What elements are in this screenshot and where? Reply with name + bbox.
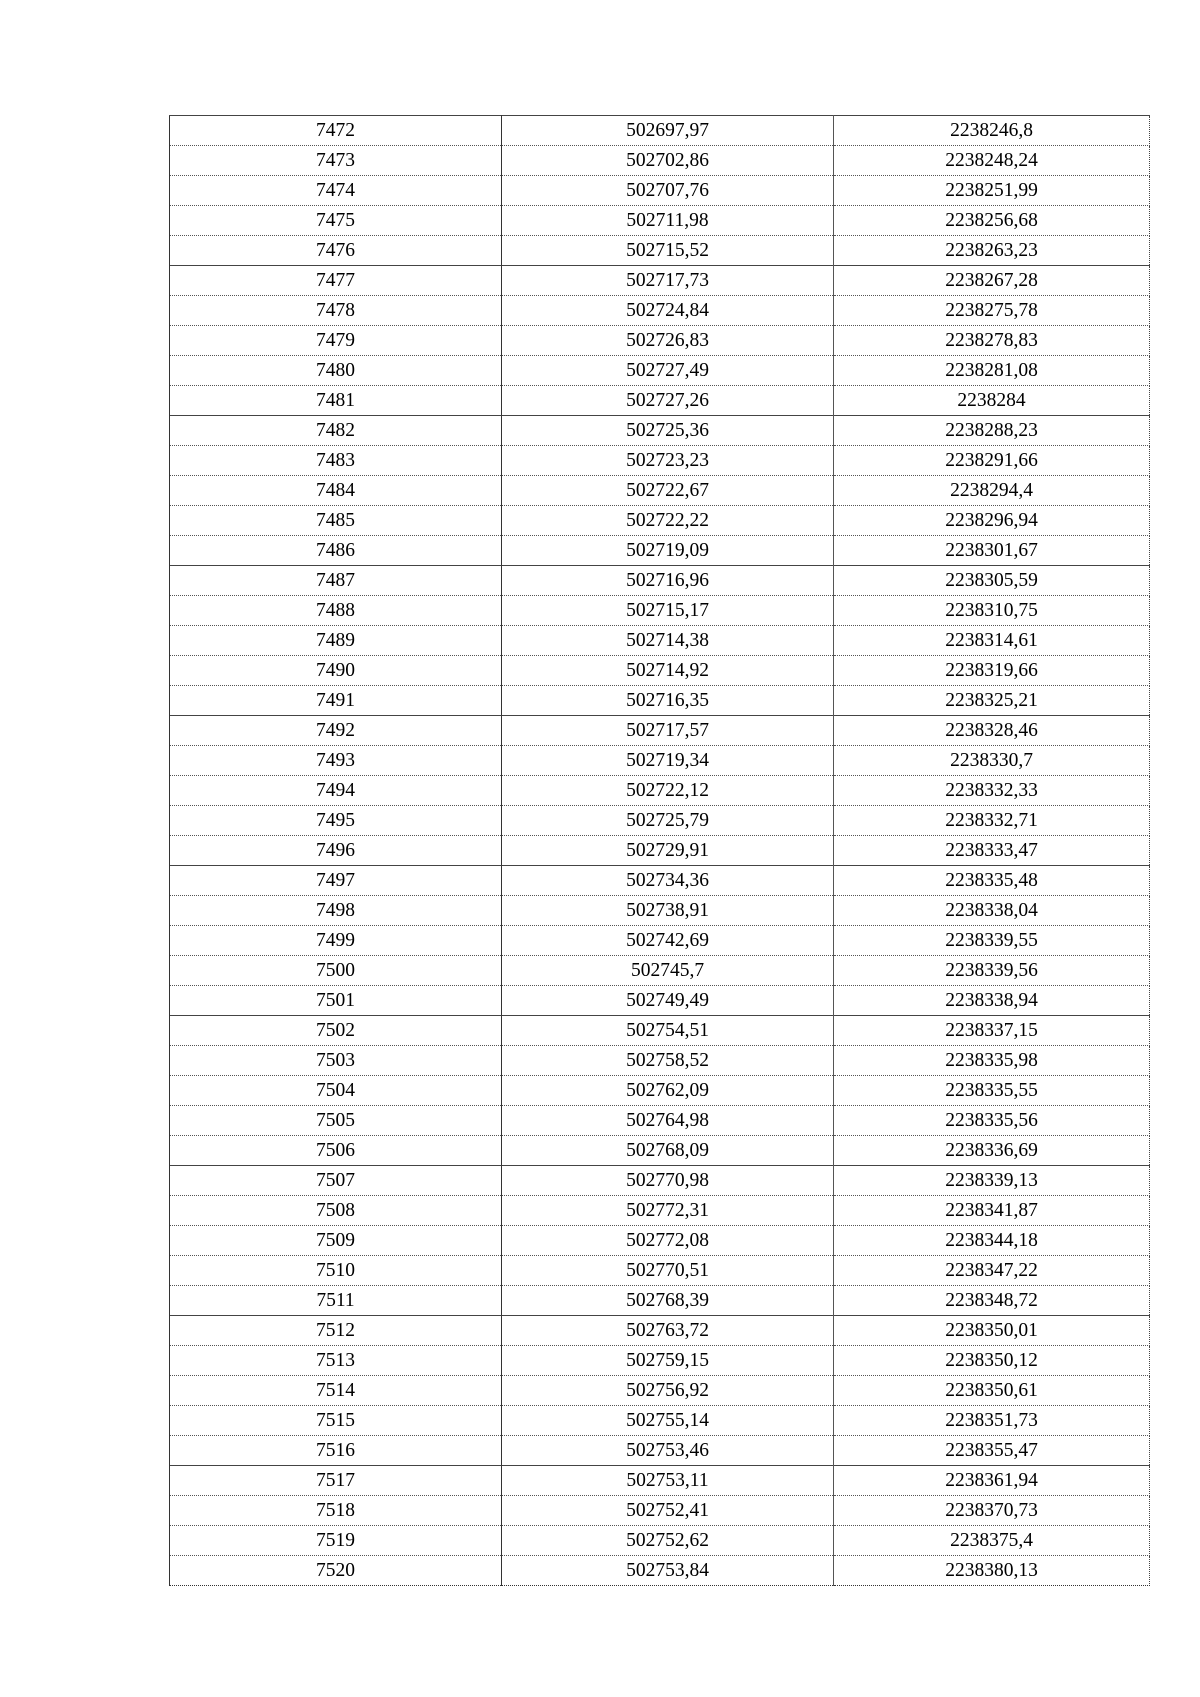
table-row — [170, 1556, 1150, 1586]
x-coordinate-cell: 502725,79 — [502, 806, 834, 836]
x-coordinate-cell: 502772,08 — [502, 1226, 834, 1256]
coordinates-table-body — [170, 116, 1150, 1586]
y-coordinate-cell: 2238251,99 — [834, 176, 1150, 206]
x-coordinate-cell: 502742,69 — [502, 926, 834, 956]
table-row — [170, 356, 1150, 386]
table-row — [170, 1256, 1150, 1286]
y-coordinate-cell: 2238333,47 — [834, 836, 1150, 866]
x-coordinate-cell: 502722,22 — [502, 506, 834, 536]
x-coordinate-cell: 502725,36 — [502, 416, 834, 446]
point-number-cell: 7473 — [170, 146, 502, 176]
table-row — [170, 986, 1150, 1016]
y-coordinate-cell: 2238344,18 — [834, 1226, 1150, 1256]
y-coordinate-cell: 2238335,98 — [834, 1046, 1150, 1076]
x-coordinate-cell: 502759,15 — [502, 1346, 834, 1376]
point-number-cell: 7492 — [170, 716, 502, 746]
point-number-cell: 7478 — [170, 296, 502, 326]
table-row — [170, 596, 1150, 626]
table-row — [170, 1226, 1150, 1256]
table-row — [170, 626, 1150, 656]
point-number-cell: 7493 — [170, 746, 502, 776]
point-number-cell: 7515 — [170, 1406, 502, 1436]
table-row — [170, 716, 1150, 746]
point-number-cell: 7489 — [170, 626, 502, 656]
y-coordinate-cell: 2238246,8 — [834, 116, 1150, 146]
point-number-cell: 7507 — [170, 1166, 502, 1196]
y-coordinate-cell: 2238339,13 — [834, 1166, 1150, 1196]
y-coordinate-cell: 2238296,94 — [834, 506, 1150, 536]
y-coordinate-cell: 2238341,87 — [834, 1196, 1150, 1226]
y-coordinate-cell: 2238294,4 — [834, 476, 1150, 506]
y-coordinate-cell: 2238348,72 — [834, 1286, 1150, 1316]
x-coordinate-cell: 502754,51 — [502, 1016, 834, 1046]
point-number-cell: 7481 — [170, 386, 502, 416]
table-row — [170, 776, 1150, 806]
table-row — [170, 176, 1150, 206]
point-number-cell: 7487 — [170, 566, 502, 596]
table-row — [170, 1016, 1150, 1046]
point-number-cell: 7472 — [170, 116, 502, 146]
table-row — [170, 956, 1150, 986]
y-coordinate-cell: 2238347,22 — [834, 1256, 1150, 1286]
table-row — [170, 236, 1150, 266]
point-number-cell: 7517 — [170, 1466, 502, 1496]
x-coordinate-cell: 502734,36 — [502, 866, 834, 896]
x-coordinate-cell: 502772,31 — [502, 1196, 834, 1226]
y-coordinate-cell: 2238301,67 — [834, 536, 1150, 566]
x-coordinate-cell: 502726,83 — [502, 326, 834, 356]
point-number-cell: 7494 — [170, 776, 502, 806]
y-coordinate-cell: 2238370,73 — [834, 1496, 1150, 1526]
y-coordinate-cell: 2238375,4 — [834, 1526, 1150, 1556]
x-coordinate-cell: 502715,17 — [502, 596, 834, 626]
table-row — [170, 1526, 1150, 1556]
point-number-cell: 7505 — [170, 1106, 502, 1136]
point-number-cell: 7516 — [170, 1436, 502, 1466]
x-coordinate-cell: 502755,14 — [502, 1406, 834, 1436]
y-coordinate-cell: 2238325,21 — [834, 686, 1150, 716]
y-coordinate-cell: 2238355,47 — [834, 1436, 1150, 1466]
x-coordinate-cell: 502716,35 — [502, 686, 834, 716]
x-coordinate-cell: 502717,57 — [502, 716, 834, 746]
y-coordinate-cell: 2238281,08 — [834, 356, 1150, 386]
table-row — [170, 506, 1150, 536]
table-row — [170, 926, 1150, 956]
x-coordinate-cell: 502753,84 — [502, 1556, 834, 1586]
x-coordinate-cell: 502752,41 — [502, 1496, 834, 1526]
x-coordinate-cell: 502697,97 — [502, 116, 834, 146]
table-row — [170, 896, 1150, 926]
y-coordinate-cell: 2238336,69 — [834, 1136, 1150, 1166]
point-number-cell: 7482 — [170, 416, 502, 446]
table-row — [170, 416, 1150, 446]
x-coordinate-cell: 502753,46 — [502, 1436, 834, 1466]
table-row — [170, 206, 1150, 236]
point-number-cell: 7501 — [170, 986, 502, 1016]
point-number-cell: 7499 — [170, 926, 502, 956]
point-number-cell: 7479 — [170, 326, 502, 356]
table-row — [170, 686, 1150, 716]
point-number-cell: 7500 — [170, 956, 502, 986]
point-number-cell: 7476 — [170, 236, 502, 266]
point-number-cell: 7518 — [170, 1496, 502, 1526]
y-coordinate-cell: 2238263,23 — [834, 236, 1150, 266]
y-coordinate-cell: 2238291,66 — [834, 446, 1150, 476]
y-coordinate-cell: 2238288,23 — [834, 416, 1150, 446]
x-coordinate-cell: 502727,49 — [502, 356, 834, 386]
x-coordinate-cell: 502753,11 — [502, 1466, 834, 1496]
table-row — [170, 866, 1150, 896]
table-row — [170, 476, 1150, 506]
x-coordinate-cell: 502714,38 — [502, 626, 834, 656]
y-coordinate-cell: 2238267,28 — [834, 266, 1150, 296]
y-coordinate-cell: 2238275,78 — [834, 296, 1150, 326]
table-row — [170, 116, 1150, 146]
y-coordinate-cell: 2238351,73 — [834, 1406, 1150, 1436]
x-coordinate-cell: 502768,09 — [502, 1136, 834, 1166]
table-row — [170, 806, 1150, 836]
point-number-cell: 7480 — [170, 356, 502, 386]
y-coordinate-cell: 2238337,15 — [834, 1016, 1150, 1046]
point-number-cell: 7477 — [170, 266, 502, 296]
x-coordinate-cell: 502762,09 — [502, 1076, 834, 1106]
point-number-cell: 7502 — [170, 1016, 502, 1046]
point-number-cell: 7490 — [170, 656, 502, 686]
y-coordinate-cell: 2238278,83 — [834, 326, 1150, 356]
y-coordinate-cell: 2238339,56 — [834, 956, 1150, 986]
table-row — [170, 1046, 1150, 1076]
x-coordinate-cell: 502707,76 — [502, 176, 834, 206]
table-row — [170, 746, 1150, 776]
y-coordinate-cell: 2238338,04 — [834, 896, 1150, 926]
table-row — [170, 1106, 1150, 1136]
point-number-cell: 7513 — [170, 1346, 502, 1376]
x-coordinate-cell: 502745,7 — [502, 956, 834, 986]
y-coordinate-cell: 2238361,94 — [834, 1466, 1150, 1496]
point-number-cell: 7509 — [170, 1226, 502, 1256]
table-row — [170, 566, 1150, 596]
x-coordinate-cell: 502764,98 — [502, 1106, 834, 1136]
point-number-cell: 7485 — [170, 506, 502, 536]
y-coordinate-cell: 2238328,46 — [834, 716, 1150, 746]
x-coordinate-cell: 502749,49 — [502, 986, 834, 1016]
y-coordinate-cell: 2238314,61 — [834, 626, 1150, 656]
x-coordinate-cell: 502722,67 — [502, 476, 834, 506]
table-row — [170, 386, 1150, 416]
point-number-cell: 7504 — [170, 1076, 502, 1106]
table-row — [170, 536, 1150, 566]
point-number-cell: 7491 — [170, 686, 502, 716]
point-number-cell: 7484 — [170, 476, 502, 506]
table-row — [170, 1076, 1150, 1106]
y-coordinate-cell: 2238305,59 — [834, 566, 1150, 596]
x-coordinate-cell: 502715,52 — [502, 236, 834, 266]
y-coordinate-cell: 2238319,66 — [834, 656, 1150, 686]
y-coordinate-cell: 2238380,13 — [834, 1556, 1150, 1586]
table-row — [170, 1466, 1150, 1496]
table-row — [170, 1316, 1150, 1346]
table-row — [170, 326, 1150, 356]
point-number-cell: 7508 — [170, 1196, 502, 1226]
x-coordinate-cell: 502763,72 — [502, 1316, 834, 1346]
x-coordinate-cell: 502770,51 — [502, 1256, 834, 1286]
table-row — [170, 1286, 1150, 1316]
table-row — [170, 1496, 1150, 1526]
y-coordinate-cell: 2238284 — [834, 386, 1150, 416]
point-number-cell: 7510 — [170, 1256, 502, 1286]
x-coordinate-cell: 502770,98 — [502, 1166, 834, 1196]
y-coordinate-cell: 2238335,56 — [834, 1106, 1150, 1136]
x-coordinate-cell: 502714,92 — [502, 656, 834, 686]
y-coordinate-cell: 2238332,33 — [834, 776, 1150, 806]
x-coordinate-cell: 502729,91 — [502, 836, 834, 866]
x-coordinate-cell: 502752,62 — [502, 1526, 834, 1556]
point-number-cell: 7519 — [170, 1526, 502, 1556]
y-coordinate-cell: 2238310,75 — [834, 596, 1150, 626]
x-coordinate-cell: 502717,73 — [502, 266, 834, 296]
point-number-cell: 7488 — [170, 596, 502, 626]
x-coordinate-cell: 502716,96 — [502, 566, 834, 596]
x-coordinate-cell: 502719,34 — [502, 746, 834, 776]
point-number-cell: 7512 — [170, 1316, 502, 1346]
table-row — [170, 1166, 1150, 1196]
x-coordinate-cell: 502768,39 — [502, 1286, 834, 1316]
table-row — [170, 656, 1150, 686]
x-coordinate-cell: 502723,23 — [502, 446, 834, 476]
point-number-cell: 7475 — [170, 206, 502, 236]
x-coordinate-cell: 502727,26 — [502, 386, 834, 416]
y-coordinate-cell: 2238350,12 — [834, 1346, 1150, 1376]
y-coordinate-cell: 2238339,55 — [834, 926, 1150, 956]
y-coordinate-cell: 2238256,68 — [834, 206, 1150, 236]
x-coordinate-cell: 502758,52 — [502, 1046, 834, 1076]
y-coordinate-cell: 2238330,7 — [834, 746, 1150, 776]
x-coordinate-cell: 502756,92 — [502, 1376, 834, 1406]
point-number-cell: 7483 — [170, 446, 502, 476]
coordinates-table — [169, 115, 1150, 1586]
y-coordinate-cell: 2238338,94 — [834, 986, 1150, 1016]
point-number-cell: 7498 — [170, 896, 502, 926]
x-coordinate-cell: 502738,91 — [502, 896, 834, 926]
table-row — [170, 1436, 1150, 1466]
table-row — [170, 266, 1150, 296]
table-row — [170, 446, 1150, 476]
table-row — [170, 1406, 1150, 1436]
y-coordinate-cell: 2238248,24 — [834, 146, 1150, 176]
y-coordinate-cell: 2238332,71 — [834, 806, 1150, 836]
x-coordinate-cell: 502719,09 — [502, 536, 834, 566]
table-row — [170, 146, 1150, 176]
y-coordinate-cell: 2238350,61 — [834, 1376, 1150, 1406]
point-number-cell: 7474 — [170, 176, 502, 206]
x-coordinate-cell: 502722,12 — [502, 776, 834, 806]
table-row — [170, 1376, 1150, 1406]
point-number-cell: 7495 — [170, 806, 502, 836]
point-number-cell: 7514 — [170, 1376, 502, 1406]
table-row — [170, 1196, 1150, 1226]
x-coordinate-cell: 502702,86 — [502, 146, 834, 176]
point-number-cell: 7506 — [170, 1136, 502, 1166]
table-row — [170, 1346, 1150, 1376]
x-coordinate-cell: 502724,84 — [502, 296, 834, 326]
point-number-cell: 7503 — [170, 1046, 502, 1076]
point-number-cell: 7520 — [170, 1556, 502, 1586]
y-coordinate-cell: 2238335,48 — [834, 866, 1150, 896]
table-row — [170, 296, 1150, 326]
y-coordinate-cell: 2238335,55 — [834, 1076, 1150, 1106]
table-row — [170, 836, 1150, 866]
table-row — [170, 1136, 1150, 1166]
point-number-cell: 7496 — [170, 836, 502, 866]
point-number-cell: 7486 — [170, 536, 502, 566]
x-coordinate-cell: 502711,98 — [502, 206, 834, 236]
point-number-cell: 7497 — [170, 866, 502, 896]
y-coordinate-cell: 2238350,01 — [834, 1316, 1150, 1346]
point-number-cell: 7511 — [170, 1286, 502, 1316]
